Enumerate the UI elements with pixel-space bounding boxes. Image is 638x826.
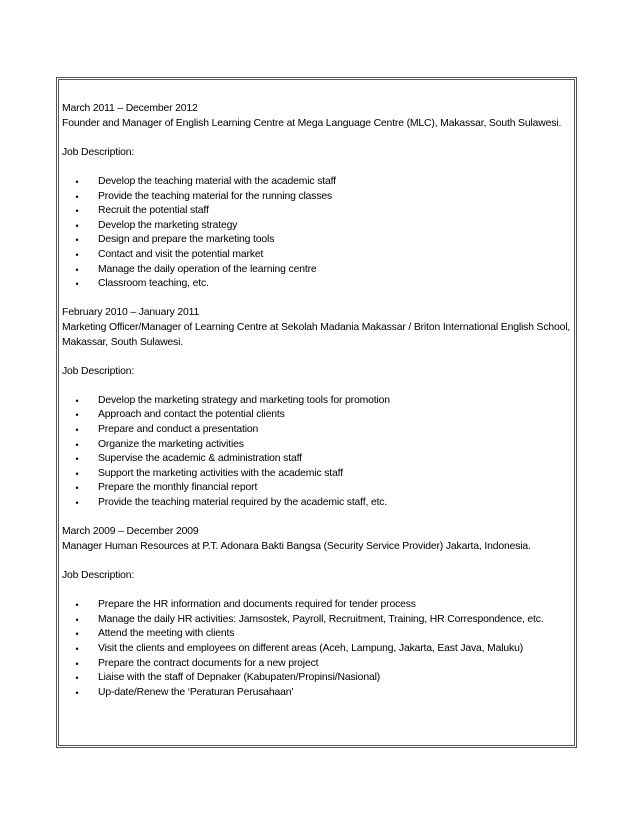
duty-item <box>62 423 574 438</box>
bullet-icon: • <box>75 249 79 260</box>
duty-list <box>62 175 574 292</box>
duty-item <box>62 233 574 248</box>
job-period: February 2010 – January 2011 <box>62 307 200 319</box>
job-period: March 2011 – December 2012 <box>62 103 198 114</box>
duty-item <box>62 598 574 613</box>
duty-item <box>62 175 574 190</box>
job-description-label: Job Description: <box>62 146 135 158</box>
duty-item <box>62 248 574 263</box>
duty-item <box>62 277 574 292</box>
bullet-icon: • <box>75 206 79 217</box>
bullet-icon: • <box>75 264 79 275</box>
duty-text: Develop the marketing strategy and marketing tools for promotion <box>98 394 390 406</box>
duty-text: Supervise the academic & administration staff <box>98 453 302 465</box>
duty-text: Contact and visit the potential market <box>98 248 264 260</box>
duty-text: Develop the marketing strategy <box>98 219 238 231</box>
bullet-icon: • <box>75 498 79 509</box>
duty-text: Prepare the contract documents for a new project <box>98 657 319 669</box>
job-title: Marketing Officer/Manager of Learning Centre at Sekolah Madania Makassar / Briton International English School, Makassar, South Sulawesi. <box>62 321 571 348</box>
duty-text: Classroom teaching, etc. <box>98 278 209 290</box>
duty-text: Provide the teaching material for the running classes <box>98 190 333 202</box>
duty-list <box>62 598 574 700</box>
duty-item <box>62 481 574 496</box>
bullet-icon: • <box>75 425 79 436</box>
experience-content <box>62 102 574 715</box>
duty-text: Design and prepare the marketing tools <box>98 234 275 246</box>
duty-text: Support the marketing activities with the academic staff <box>98 467 343 479</box>
bullet-icon: • <box>75 468 79 479</box>
duty-text: Liaise with the staff of Depnaker (Kabupaten/Propinsi/Nasional) <box>98 672 381 684</box>
bullet-icon: • <box>75 687 79 698</box>
job-description-label: Job Description: <box>62 570 135 581</box>
duty-item <box>62 496 574 511</box>
job-title: Founder and Manager of English Learning Centre at Mega Language Centre (MLC), Makassar, South Sulawesi. <box>62 117 562 129</box>
duty-item <box>62 190 574 205</box>
duty-text: Develop the teaching material with the academic staff <box>98 175 336 187</box>
job-entry <box>62 525 574 554</box>
bullet-icon: • <box>75 629 79 640</box>
duty-item <box>62 408 574 423</box>
duty-text: Attend the meeting with clients <box>98 628 235 640</box>
bullet-icon: • <box>75 176 79 187</box>
duty-item <box>62 686 574 701</box>
bullet-icon: • <box>75 600 79 611</box>
duty-item <box>62 204 574 219</box>
duty-list <box>62 394 574 511</box>
bullet-icon: • <box>75 235 79 246</box>
job-description-label: Job Description: <box>62 365 135 377</box>
duty-text: Prepare and conduct a presentation <box>98 424 259 436</box>
duty-text: Provide the teaching material required by the academic staff, etc. <box>98 497 388 509</box>
duty-text: Organize the marketing activities <box>98 438 244 450</box>
job-period: March 2009 – December 2009 <box>62 526 199 538</box>
job-title: Manager Human Resources at P.T. Adonara Bakti Bangsa (Security Service Provider) Jakarta, Indonesia. <box>62 540 531 552</box>
duty-item <box>62 671 574 686</box>
duty-item <box>62 452 574 467</box>
bullet-icon: • <box>75 439 79 450</box>
duty-item <box>62 642 574 657</box>
duty-item <box>62 467 574 482</box>
bullet-icon: • <box>75 658 79 669</box>
duty-item <box>62 219 574 234</box>
duty-text: Prepare the monthly financial report <box>98 482 258 494</box>
bullet-icon: • <box>75 454 79 465</box>
duty-text: Recruit the potential staff <box>98 205 209 217</box>
duty-text: Prepare the HR information and documents required for tender process <box>98 599 416 611</box>
job-entry <box>62 102 574 131</box>
bullet-icon: • <box>75 483 79 494</box>
duty-item <box>62 613 574 628</box>
duty-text: Visit the clients and employees on different areas (Aceh, Lampung, Jakarta, East Java, Maluku) <box>98 642 524 654</box>
duty-item <box>62 438 574 453</box>
duty-text: Manage the daily HR activities: Jamsostek, Payroll, Recruitment, Training, HR Correspondence, etc. <box>98 613 544 625</box>
job-entry <box>62 306 574 350</box>
duty-text: Up-date/Renew the ‘Peraturan Perusahaan’ <box>98 686 294 698</box>
duty-text: Manage the daily operation of the learning centre <box>98 263 317 275</box>
bullet-icon: • <box>75 614 79 625</box>
duty-item <box>62 263 574 278</box>
bullet-icon: • <box>75 395 79 406</box>
duty-item <box>62 394 574 409</box>
bullet-icon: • <box>75 220 79 231</box>
bullet-icon: • <box>75 673 79 684</box>
bullet-icon: • <box>75 191 79 202</box>
bullet-icon: • <box>75 410 79 421</box>
duty-text: Approach and contact the potential clients <box>98 409 285 421</box>
bullet-icon: • <box>75 643 79 654</box>
bullet-icon: • <box>75 279 79 290</box>
duty-item <box>62 657 574 672</box>
duty-item <box>62 627 574 642</box>
